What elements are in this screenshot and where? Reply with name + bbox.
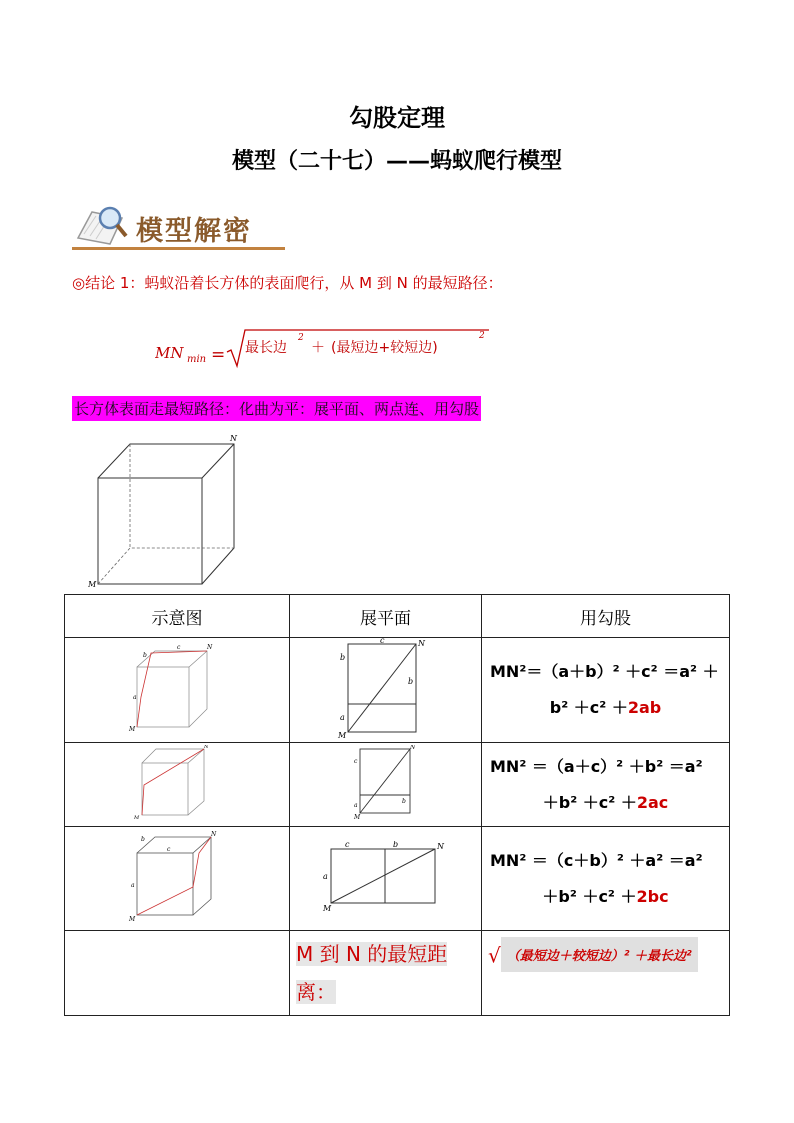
svg-text:b: b: [392, 840, 398, 849]
table-header: 示意图: [65, 595, 290, 638]
svg-text:N: N: [417, 639, 425, 648]
formula-sub: min: [187, 354, 207, 365]
table-row: [65, 931, 730, 1016]
table-row: [65, 638, 730, 743]
svg-text:c: c: [353, 757, 357, 765]
unfold-diagram-3: [321, 841, 451, 913]
svg-text:＋: ＋: [311, 340, 325, 356]
schematic-cube-1: [127, 643, 227, 733]
formula-eq: =: [211, 345, 226, 365]
pythagoras-cell: MN²＝（a＋b）² ＋c² ＝a² ＋ b² ＋c² ＋2ab: [482, 638, 730, 743]
banner-underline: [72, 247, 285, 250]
shortest-distance-formula: √ （最短边＋较短边）² ＋最长边²: [482, 931, 730, 1016]
pythagoras-cell: MN² ＝（c＋b）² ＋a² ＝a² ＋b² ＋c² ＋2bc: [482, 827, 730, 931]
conclusion-text: ◎结论 1：蚂蚁沿着长方体的表面爬行，从 M 到 N 的最短路径：: [72, 274, 503, 292]
empty-cell: [65, 931, 290, 1016]
page-subtitle: 模型（二十七）——蚂蚁爬行模型: [231, 149, 562, 174]
table-header: 用勾股: [482, 595, 730, 638]
svg-text:b: b: [143, 652, 147, 659]
schematic-cell: [65, 743, 290, 827]
unfold-diagram-1: [336, 638, 436, 738]
svg-text:c: c: [177, 644, 181, 651]
svg-text:a: a: [322, 871, 328, 881]
unfold-diagram-2: [346, 745, 426, 821]
svg-text:M: M: [134, 814, 140, 821]
table-header-row: [65, 595, 730, 638]
page-title: 勾股定理: [349, 104, 445, 132]
svg-text:a: a: [133, 694, 137, 701]
svg-text:M: M: [322, 903, 331, 913]
schematic-cell: [65, 827, 290, 931]
formula-lhs: MN: [155, 344, 184, 362]
svg-text:N: N: [204, 744, 209, 750]
svg-text:M: M: [129, 726, 136, 733]
formula-sq2: 2: [479, 331, 485, 341]
section-banner: 模型解密: [136, 216, 252, 247]
schematic-cube-2: [132, 745, 222, 821]
svg-text:a: a: [339, 713, 345, 722]
table-header: 展平面: [290, 595, 482, 638]
svg-text:N: N: [409, 744, 415, 751]
pythagoras-cell: MN² ＝（a＋c）² ＋b² ＝a² ＋b² ＋c² ＋2ac: [482, 743, 730, 827]
svg-text:c: c: [344, 840, 349, 849]
svg-text:M: M: [129, 915, 136, 923]
shortest-path-formula: [155, 326, 495, 374]
shortest-distance-label: M 到 N 的最短距离：: [290, 931, 482, 1016]
schematic-cube-3: [127, 831, 227, 923]
svg-text:M: M: [353, 813, 360, 821]
highlight-method: 长方体表面走最短路径：化曲为平：展平面、两点连、用勾股: [72, 396, 481, 421]
svg-text:N: N: [211, 830, 217, 838]
svg-text:b: b: [339, 653, 345, 662]
svg-text:a: a: [131, 881, 135, 889]
svg-text:b: b: [407, 677, 413, 686]
cube-diagram: [88, 432, 248, 596]
svg-text:b: b: [401, 797, 406, 805]
formula-term1: 最长边: [245, 340, 287, 356]
svg-text:M: M: [337, 731, 346, 738]
cube-label-m: M: [88, 580, 97, 589]
formula-sq1: 2: [298, 333, 304, 343]
magnifier-notebook-icon: [74, 204, 134, 252]
cube-label-n: N: [230, 434, 237, 443]
svg-text:a: a: [353, 801, 358, 809]
svg-text:N: N: [207, 644, 213, 651]
formula-term2: (最短边+较短边): [331, 340, 438, 356]
unfold-cell: [290, 827, 482, 931]
unfold-cell: [290, 638, 482, 743]
table-row: [65, 827, 730, 931]
svg-text:b: b: [141, 835, 145, 843]
svg-text:N: N: [436, 841, 444, 851]
unfold-cell: [290, 743, 482, 827]
schematic-cell: [65, 638, 290, 743]
table-row: [65, 743, 730, 827]
model-table: [64, 594, 730, 1016]
svg-text:c: c: [167, 845, 171, 853]
svg-text:c: c: [379, 638, 384, 645]
